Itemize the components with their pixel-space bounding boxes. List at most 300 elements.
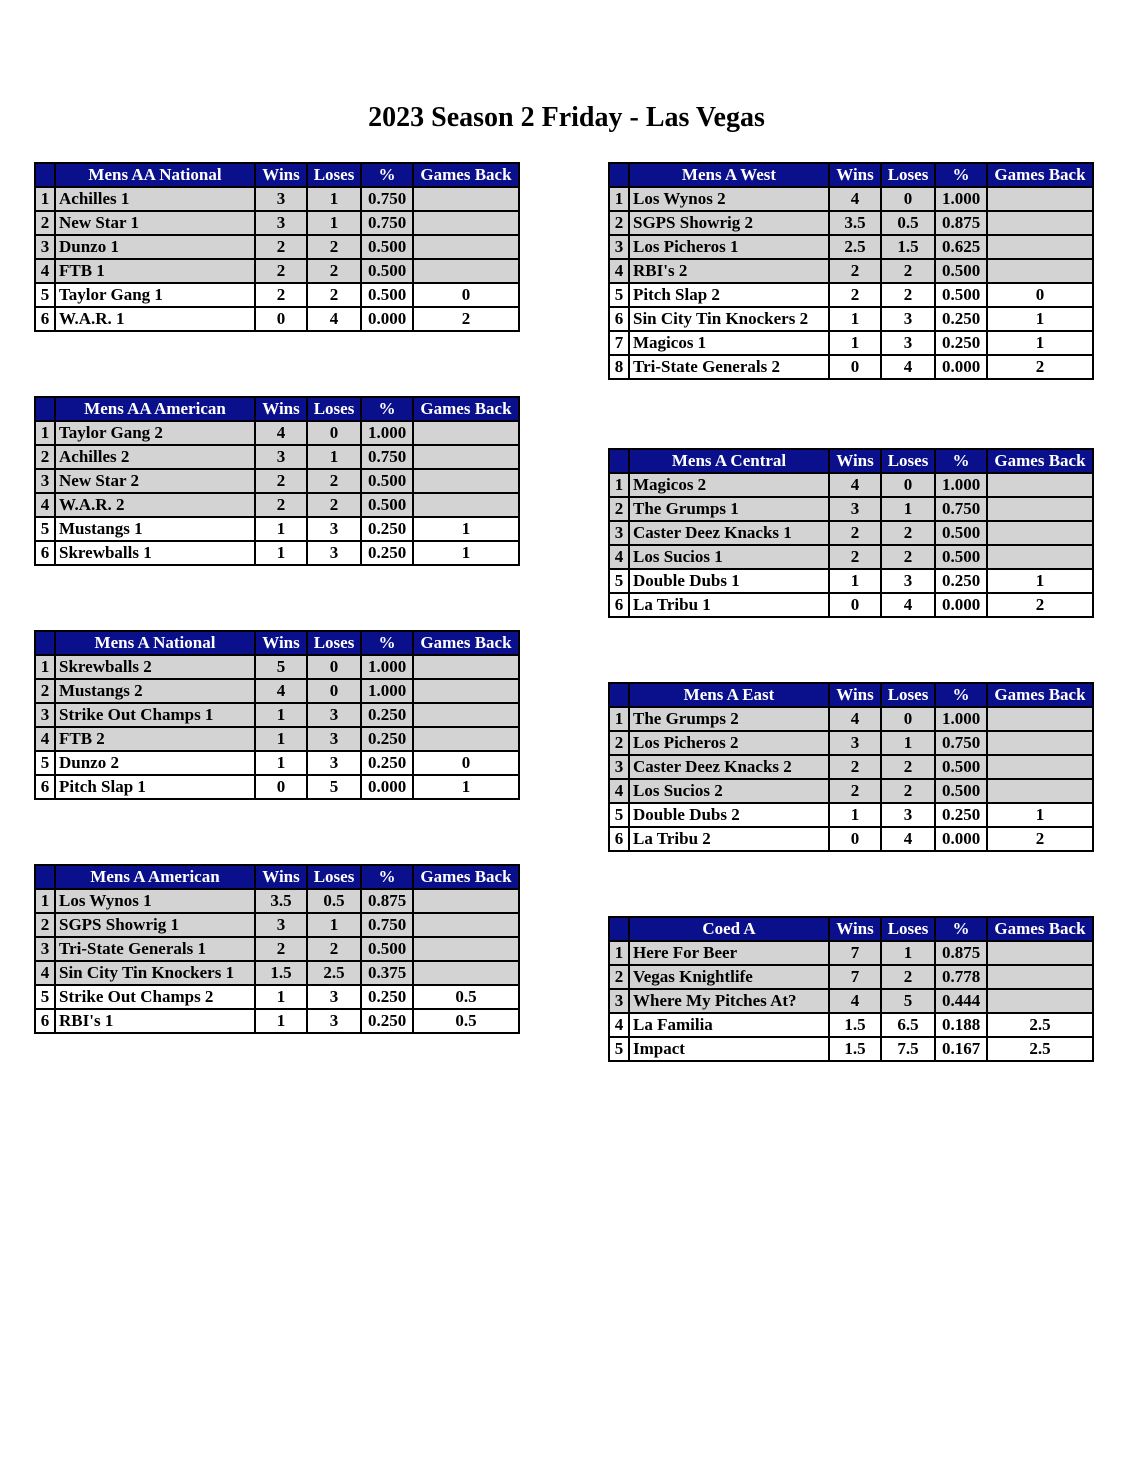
wins-cell: 1 [255, 727, 307, 751]
team-name-cell: Here For Beer [629, 941, 829, 965]
loses-cell: 0 [307, 679, 361, 703]
loses-cell: 2 [307, 493, 361, 517]
team-name-cell: Tri-State Generals 1 [55, 937, 255, 961]
wins-cell: 1 [255, 751, 307, 775]
header-wins: Wins [829, 449, 881, 473]
team-name-cell: W.A.R. 1 [55, 307, 255, 331]
header-row [35, 865, 519, 889]
header-loses: Loses [881, 163, 935, 187]
loses-cell: 3 [307, 727, 361, 751]
header-wins: Wins [829, 683, 881, 707]
rank-cell: 1 [609, 473, 629, 497]
team-name-cell: RBI's 1 [55, 1009, 255, 1033]
games-back-cell: 2 [987, 593, 1093, 617]
pct-cell: 0.500 [935, 259, 987, 283]
rank-cell: 3 [609, 989, 629, 1013]
rank-cell: 4 [35, 493, 55, 517]
pct-cell: 0.875 [935, 941, 987, 965]
wins-cell: 1 [255, 985, 307, 1009]
team-name-cell: Sin City Tin Knockers 1 [55, 961, 255, 985]
wins-cell: 2 [255, 493, 307, 517]
loses-cell: 3 [307, 703, 361, 727]
wins-cell: 0 [829, 827, 881, 851]
division-name: Mens A National [55, 631, 255, 655]
games-back-cell: 2 [987, 355, 1093, 379]
team-name-cell: Los Sucios 2 [629, 779, 829, 803]
games-back-cell [413, 889, 519, 913]
team-name-cell: Skrewballs 2 [55, 655, 255, 679]
header-wins: Wins [255, 397, 307, 421]
games-back-cell [413, 961, 519, 985]
wins-cell: 3 [255, 211, 307, 235]
loses-cell: 1 [881, 731, 935, 755]
wins-cell: 7 [829, 965, 881, 989]
rank-cell: 2 [35, 211, 55, 235]
table-row [609, 569, 1093, 593]
rank-cell: 3 [35, 235, 55, 259]
header-games-back: Games Back [987, 163, 1093, 187]
wins-cell: 0 [829, 593, 881, 617]
loses-cell: 1.5 [881, 235, 935, 259]
table-row [35, 541, 519, 565]
header-row [35, 397, 519, 421]
team-name-cell: New Star 2 [55, 469, 255, 493]
rank-cell: 4 [609, 1013, 629, 1037]
team-name-cell: Los Wynos 2 [629, 187, 829, 211]
games-back-cell: 1 [987, 331, 1093, 355]
wins-cell: 3 [255, 913, 307, 937]
wins-cell: 1.5 [255, 961, 307, 985]
wins-cell: 1 [255, 517, 307, 541]
rank-cell: 2 [609, 965, 629, 989]
header-wins: Wins [255, 163, 307, 187]
pct-cell: 0.250 [361, 1009, 413, 1033]
wins-cell: 1 [829, 307, 881, 331]
table-row [609, 211, 1093, 235]
header-row [609, 449, 1093, 473]
team-name-cell: Los Picheros 2 [629, 731, 829, 755]
pct-cell: 0.500 [935, 545, 987, 569]
table-row [609, 187, 1093, 211]
header-pct: % [361, 631, 413, 655]
table-row [609, 235, 1093, 259]
games-back-cell [413, 235, 519, 259]
table-row [609, 331, 1093, 355]
header-row [609, 683, 1093, 707]
header-rank [609, 449, 629, 473]
loses-cell: 3 [307, 1009, 361, 1033]
division-name: Mens A East [629, 683, 829, 707]
team-name-cell: W.A.R. 2 [55, 493, 255, 517]
rank-cell: 2 [35, 679, 55, 703]
table-row [609, 1013, 1093, 1037]
loses-cell: 1 [307, 187, 361, 211]
wins-cell: 1 [255, 703, 307, 727]
standings-table-mens-aa-american [34, 396, 520, 566]
table-row [35, 775, 519, 799]
table-row [609, 593, 1093, 617]
pct-cell: 0.250 [935, 331, 987, 355]
games-back-cell [413, 727, 519, 751]
games-back-cell: 1 [987, 307, 1093, 331]
team-name-cell: Caster Deez Knacks 1 [629, 521, 829, 545]
table-row [609, 731, 1093, 755]
games-back-cell: 0.5 [413, 1009, 519, 1033]
games-back-cell [413, 211, 519, 235]
team-name-cell: FTB 1 [55, 259, 255, 283]
pct-cell: 0.000 [935, 827, 987, 851]
loses-cell: 3 [307, 985, 361, 1009]
rank-cell: 3 [609, 521, 629, 545]
loses-cell: 2 [881, 779, 935, 803]
wins-cell: 1.5 [829, 1037, 881, 1061]
table-row [609, 827, 1093, 851]
rank-cell: 3 [609, 755, 629, 779]
loses-cell: 0.5 [881, 211, 935, 235]
loses-cell: 4 [881, 827, 935, 851]
pct-cell: 0.000 [935, 593, 987, 617]
pct-cell: 0.188 [935, 1013, 987, 1037]
table-row [35, 307, 519, 331]
games-back-cell: 1 [987, 803, 1093, 827]
team-name-cell: Los Wynos 1 [55, 889, 255, 913]
header-loses: Loses [881, 683, 935, 707]
loses-cell: 0 [881, 187, 935, 211]
table-row [609, 259, 1093, 283]
team-name-cell: Taylor Gang 2 [55, 421, 255, 445]
division-name: Mens AA National [55, 163, 255, 187]
games-back-cell: 2.5 [987, 1013, 1093, 1037]
pct-cell: 0.500 [935, 779, 987, 803]
header-pct: % [935, 163, 987, 187]
rank-cell: 6 [35, 541, 55, 565]
table-row [609, 1037, 1093, 1061]
table-row [35, 985, 519, 1009]
table-row [35, 187, 519, 211]
team-name-cell: FTB 2 [55, 727, 255, 751]
loses-cell: 2 [881, 283, 935, 307]
team-name-cell: Los Sucios 1 [629, 545, 829, 569]
pct-cell: 0.250 [935, 803, 987, 827]
rank-cell: 6 [609, 827, 629, 851]
team-name-cell: Tri-State Generals 2 [629, 355, 829, 379]
header-wins: Wins [829, 163, 881, 187]
header-row [35, 631, 519, 655]
pct-cell: 0.500 [935, 755, 987, 779]
team-name-cell: La Tribu 2 [629, 827, 829, 851]
header-loses: Loses [307, 397, 361, 421]
team-name-cell: The Grumps 1 [629, 497, 829, 521]
loses-cell: 3 [881, 331, 935, 355]
games-back-cell [413, 655, 519, 679]
wins-cell: 4 [829, 473, 881, 497]
games-back-cell [987, 989, 1093, 1013]
pct-cell: 0.875 [361, 889, 413, 913]
loses-cell: 3 [307, 541, 361, 565]
pct-cell: 1.000 [361, 655, 413, 679]
table-row [35, 469, 519, 493]
header-games-back: Games Back [987, 683, 1093, 707]
loses-cell: 2.5 [307, 961, 361, 985]
wins-cell: 2 [829, 755, 881, 779]
table-row [609, 803, 1093, 827]
games-back-cell [413, 913, 519, 937]
pct-cell: 0.750 [935, 497, 987, 521]
header-games-back: Games Back [413, 631, 519, 655]
rank-cell: 4 [35, 259, 55, 283]
loses-cell: 6.5 [881, 1013, 935, 1037]
games-back-cell [413, 187, 519, 211]
wins-cell: 1 [255, 1009, 307, 1033]
pct-cell: 0.000 [361, 307, 413, 331]
loses-cell: 0.5 [307, 889, 361, 913]
header-pct: % [935, 449, 987, 473]
pct-cell: 0.500 [361, 493, 413, 517]
rank-cell: 4 [35, 961, 55, 985]
table-row [35, 283, 519, 307]
wins-cell: 3.5 [255, 889, 307, 913]
loses-cell: 2 [881, 965, 935, 989]
games-back-cell: 1 [413, 517, 519, 541]
table-row [35, 889, 519, 913]
wins-cell: 2 [829, 283, 881, 307]
header-pct: % [361, 163, 413, 187]
loses-cell: 0 [881, 707, 935, 731]
table-row [35, 259, 519, 283]
standings-table-mens-aa-national [34, 162, 520, 332]
page-title: 2023 Season 2 Friday - Las Vegas [368, 102, 765, 133]
wins-cell: 0 [255, 775, 307, 799]
team-name-cell: Magicos 1 [629, 331, 829, 355]
wins-cell: 2 [829, 545, 881, 569]
pct-cell: 0.250 [361, 703, 413, 727]
wins-cell: 4 [829, 989, 881, 1013]
table-row [609, 989, 1093, 1013]
pct-cell: 0.750 [361, 913, 413, 937]
table-row [35, 655, 519, 679]
games-back-cell: 0 [413, 751, 519, 775]
rank-cell: 5 [609, 569, 629, 593]
pct-cell: 1.000 [935, 707, 987, 731]
games-back-cell [413, 493, 519, 517]
loses-cell: 3 [307, 517, 361, 541]
pct-cell: 0.500 [361, 259, 413, 283]
header-rank [609, 163, 629, 187]
header-loses: Loses [307, 163, 361, 187]
rank-cell: 3 [35, 469, 55, 493]
games-back-cell [987, 259, 1093, 283]
table-row [609, 355, 1093, 379]
games-back-cell: 0 [413, 283, 519, 307]
games-back-cell: 0.5 [413, 985, 519, 1009]
team-name-cell: Impact [629, 1037, 829, 1061]
loses-cell: 7.5 [881, 1037, 935, 1061]
pct-cell: 0.250 [935, 569, 987, 593]
loses-cell: 5 [307, 775, 361, 799]
pct-cell: 1.000 [361, 421, 413, 445]
header-rank [35, 397, 55, 421]
pct-cell: 0.250 [935, 307, 987, 331]
games-back-cell [987, 521, 1093, 545]
team-name-cell: Double Dubs 2 [629, 803, 829, 827]
wins-cell: 4 [829, 187, 881, 211]
team-name-cell: Mustangs 1 [55, 517, 255, 541]
standings-table-coed-a [608, 916, 1094, 1062]
wins-cell: 3 [255, 445, 307, 469]
team-name-cell: La Familia [629, 1013, 829, 1037]
rank-cell: 5 [609, 1037, 629, 1061]
games-back-cell: 2 [413, 307, 519, 331]
header-rank [609, 917, 629, 941]
pct-cell: 0.500 [361, 937, 413, 961]
division-name: Mens A West [629, 163, 829, 187]
team-name-cell: Los Picheros 1 [629, 235, 829, 259]
loses-cell: 2 [881, 259, 935, 283]
rank-cell: 5 [609, 283, 629, 307]
team-name-cell: SGPS Showrig 2 [629, 211, 829, 235]
wins-cell: 3 [255, 187, 307, 211]
loses-cell: 0 [881, 473, 935, 497]
pct-cell: 1.000 [935, 473, 987, 497]
loses-cell: 2 [881, 755, 935, 779]
games-back-cell [987, 779, 1093, 803]
loses-cell: 1 [307, 445, 361, 469]
header-rank [35, 163, 55, 187]
games-back-cell [413, 703, 519, 727]
games-back-cell: 0 [987, 283, 1093, 307]
rank-cell: 8 [609, 355, 629, 379]
games-back-cell [413, 445, 519, 469]
table-row [35, 703, 519, 727]
table-row [609, 941, 1093, 965]
table-row [35, 679, 519, 703]
wins-cell: 1 [829, 803, 881, 827]
games-back-cell [987, 497, 1093, 521]
team-name-cell: Vegas Knightlife [629, 965, 829, 989]
header-loses: Loses [881, 917, 935, 941]
header-games-back: Games Back [413, 865, 519, 889]
table-row [609, 307, 1093, 331]
rank-cell: 7 [609, 331, 629, 355]
pct-cell: 0.000 [935, 355, 987, 379]
table-row [35, 961, 519, 985]
rank-cell: 5 [609, 803, 629, 827]
rank-cell: 4 [35, 727, 55, 751]
wins-cell: 2 [829, 259, 881, 283]
wins-cell: 2.5 [829, 235, 881, 259]
wins-cell: 7 [829, 941, 881, 965]
loses-cell: 0 [307, 655, 361, 679]
rank-cell: 6 [35, 1009, 55, 1033]
header-loses: Loses [307, 631, 361, 655]
rank-cell: 1 [609, 941, 629, 965]
standings-table-mens-a-central [608, 448, 1094, 618]
header-pct: % [935, 683, 987, 707]
games-back-cell [413, 421, 519, 445]
division-name: Coed A [629, 917, 829, 941]
team-name-cell: Where My Pitches At? [629, 989, 829, 1013]
table-row [609, 755, 1093, 779]
games-back-cell: 2.5 [987, 1037, 1093, 1061]
rank-cell: 4 [609, 545, 629, 569]
pct-cell: 0.500 [935, 283, 987, 307]
wins-cell: 2 [255, 235, 307, 259]
games-back-cell [987, 211, 1093, 235]
pct-cell: 0.875 [935, 211, 987, 235]
loses-cell: 4 [307, 307, 361, 331]
loses-cell: 1 [307, 211, 361, 235]
rank-cell: 1 [35, 187, 55, 211]
division-name: Mens A Central [629, 449, 829, 473]
team-name-cell: Skrewballs 1 [55, 541, 255, 565]
team-name-cell: Dunzo 1 [55, 235, 255, 259]
team-name-cell: Dunzo 2 [55, 751, 255, 775]
rank-cell: 5 [35, 283, 55, 307]
pct-cell: 0.250 [361, 985, 413, 1009]
header-games-back: Games Back [987, 449, 1093, 473]
team-name-cell: Achilles 2 [55, 445, 255, 469]
table-row [609, 779, 1093, 803]
loses-cell: 2 [881, 521, 935, 545]
loses-cell: 3 [881, 307, 935, 331]
rank-cell: 1 [609, 707, 629, 731]
wins-cell: 2 [829, 521, 881, 545]
loses-cell: 2 [307, 259, 361, 283]
loses-cell: 2 [307, 283, 361, 307]
table-row [35, 211, 519, 235]
table-row [609, 473, 1093, 497]
rank-cell: 3 [35, 937, 55, 961]
wins-cell: 1 [255, 541, 307, 565]
team-name-cell: Taylor Gang 1 [55, 283, 255, 307]
standings-table-mens-a-national [34, 630, 520, 800]
rank-cell: 5 [35, 985, 55, 1009]
header-row [609, 917, 1093, 941]
division-name: Mens A American [55, 865, 255, 889]
wins-cell: 2 [255, 283, 307, 307]
loses-cell: 3 [881, 803, 935, 827]
loses-cell: 2 [307, 235, 361, 259]
table-row [35, 235, 519, 259]
team-name-cell: Double Dubs 1 [629, 569, 829, 593]
wins-cell: 2 [255, 469, 307, 493]
team-name-cell: Mustangs 2 [55, 679, 255, 703]
pct-cell: 0.500 [361, 235, 413, 259]
wins-cell: 4 [255, 679, 307, 703]
loses-cell: 1 [881, 941, 935, 965]
games-back-cell [987, 755, 1093, 779]
header-rank [35, 865, 55, 889]
wins-cell: 3 [829, 497, 881, 521]
pct-cell: 0.778 [935, 965, 987, 989]
wins-cell: 3.5 [829, 211, 881, 235]
team-name-cell: SGPS Showrig 1 [55, 913, 255, 937]
pct-cell: 0.750 [361, 211, 413, 235]
pct-cell: 0.167 [935, 1037, 987, 1061]
table-row [35, 727, 519, 751]
wins-cell: 4 [829, 707, 881, 731]
games-back-cell [987, 707, 1093, 731]
header-games-back: Games Back [413, 397, 519, 421]
rank-cell: 1 [35, 655, 55, 679]
wins-cell: 1 [829, 569, 881, 593]
games-back-cell [413, 937, 519, 961]
rank-cell: 6 [35, 307, 55, 331]
pct-cell: 0.500 [361, 283, 413, 307]
pct-cell: 0.750 [361, 445, 413, 469]
header-pct: % [361, 865, 413, 889]
wins-cell: 2 [255, 259, 307, 283]
